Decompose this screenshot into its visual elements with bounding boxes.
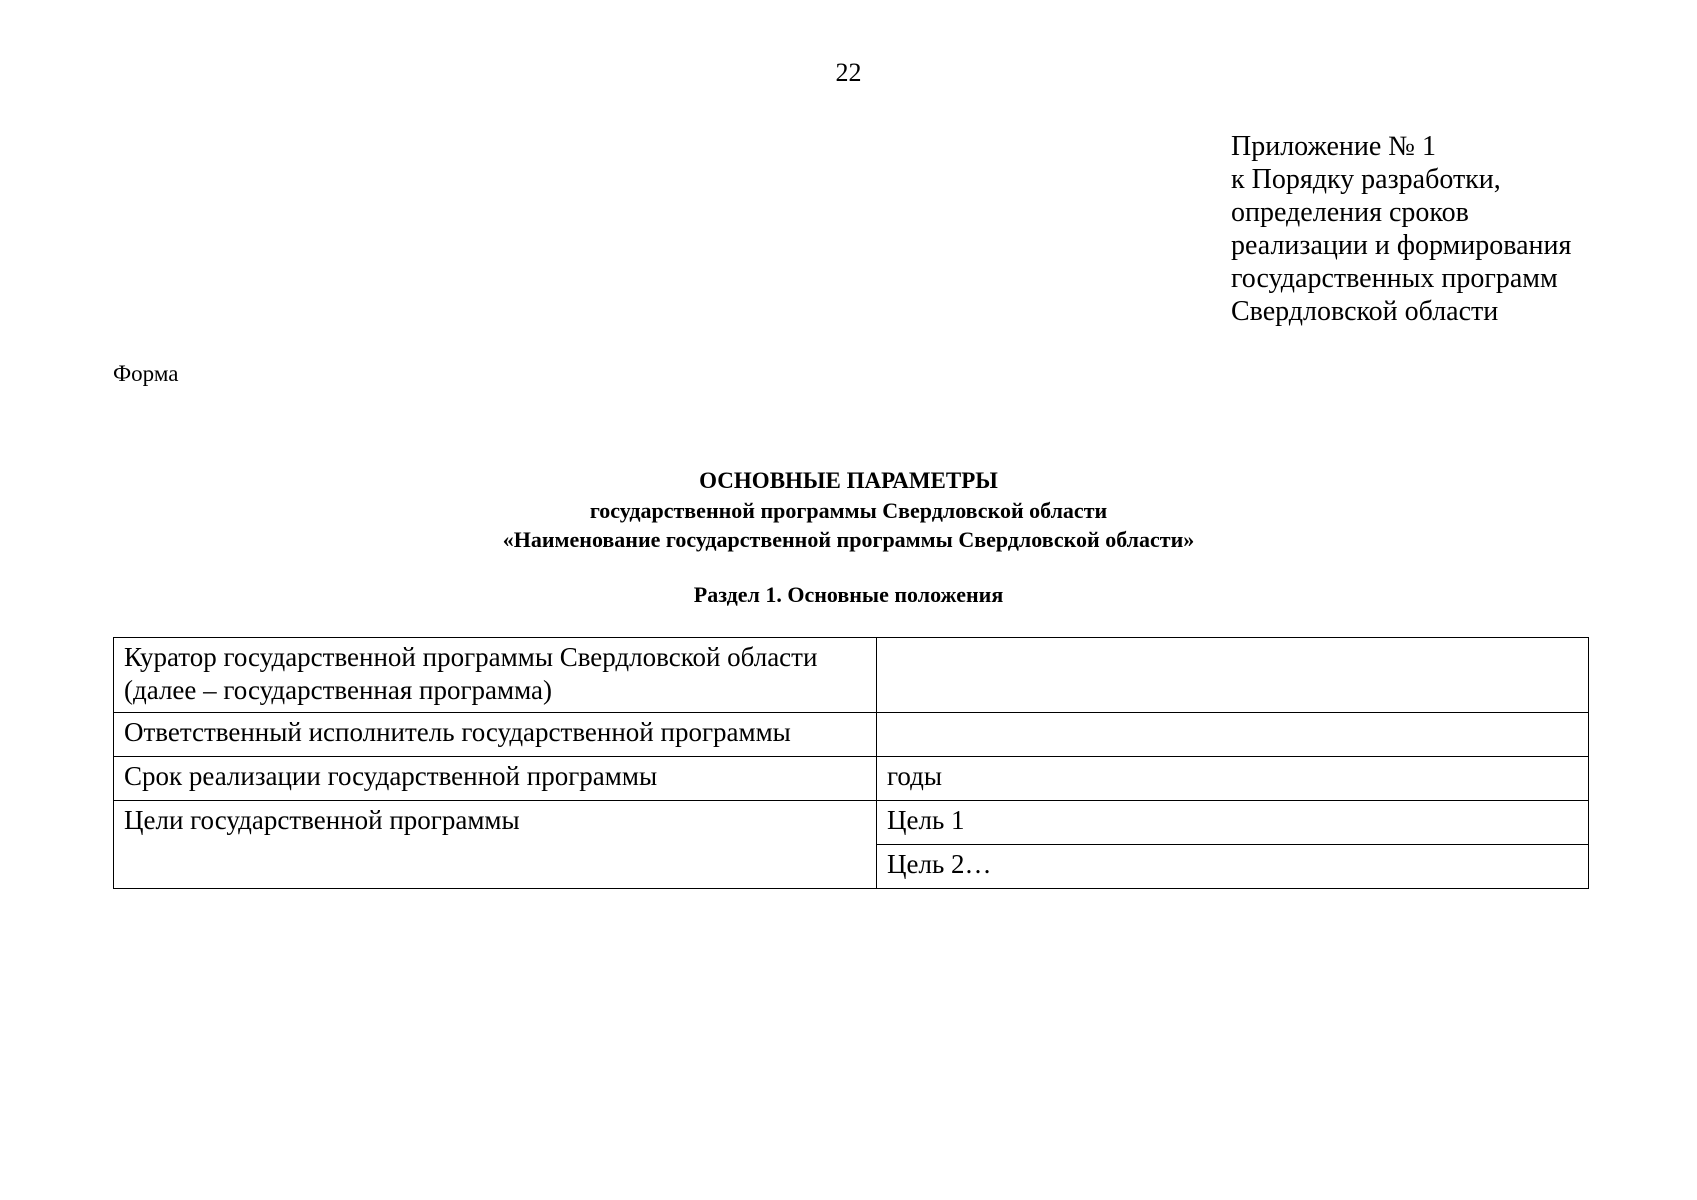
table-cell-value: Цель 1 <box>877 801 1589 845</box>
table-row <box>114 638 1589 713</box>
cell-text: (далее – государственная программа) <box>124 675 552 705</box>
table-row <box>114 801 1589 845</box>
table-row <box>114 713 1589 757</box>
cell-text: Куратор государственной программы Свердловской области <box>124 642 818 672</box>
parameters-table <box>113 637 1589 889</box>
appendix-line: реализации и формирования <box>1231 230 1572 261</box>
table-cell-value <box>877 713 1589 757</box>
title-main: ОСНОВНЫЕ ПАРАМЕТРЫ <box>699 468 998 493</box>
table-cell-label: Срок реализации государственной программы <box>114 757 877 801</box>
form-label: Форма <box>113 361 179 386</box>
table-row <box>114 757 1589 801</box>
appendix-line: государственных программ <box>1231 263 1558 294</box>
table-cell-label <box>114 638 877 713</box>
appendix-line: Свердловской области <box>1231 296 1499 327</box>
table-cell-value: годы <box>877 757 1589 801</box>
table-cell-value: Цель 2… <box>877 845 1589 889</box>
page-number: 22 <box>835 58 862 87</box>
appendix-line: Приложение № 1 <box>1231 131 1436 162</box>
appendix-line: определения сроков <box>1231 197 1469 228</box>
document-title <box>0 466 1697 554</box>
table-cell-label: Ответственный исполнитель государственной программы <box>114 713 877 757</box>
table-cell-label: Цели государственной программы <box>114 801 877 889</box>
appendix-line: к Порядку разработки, <box>1231 164 1501 195</box>
title-program-name: «Наименование государственной программы Свердловской области» <box>502 527 1195 552</box>
title-subtitle: государственной программы Свердловской области <box>589 498 1108 523</box>
section-title: Раздел 1. Основные положения <box>693 582 1004 607</box>
table-cell-value <box>877 638 1589 713</box>
appendix-note <box>1231 130 1571 328</box>
